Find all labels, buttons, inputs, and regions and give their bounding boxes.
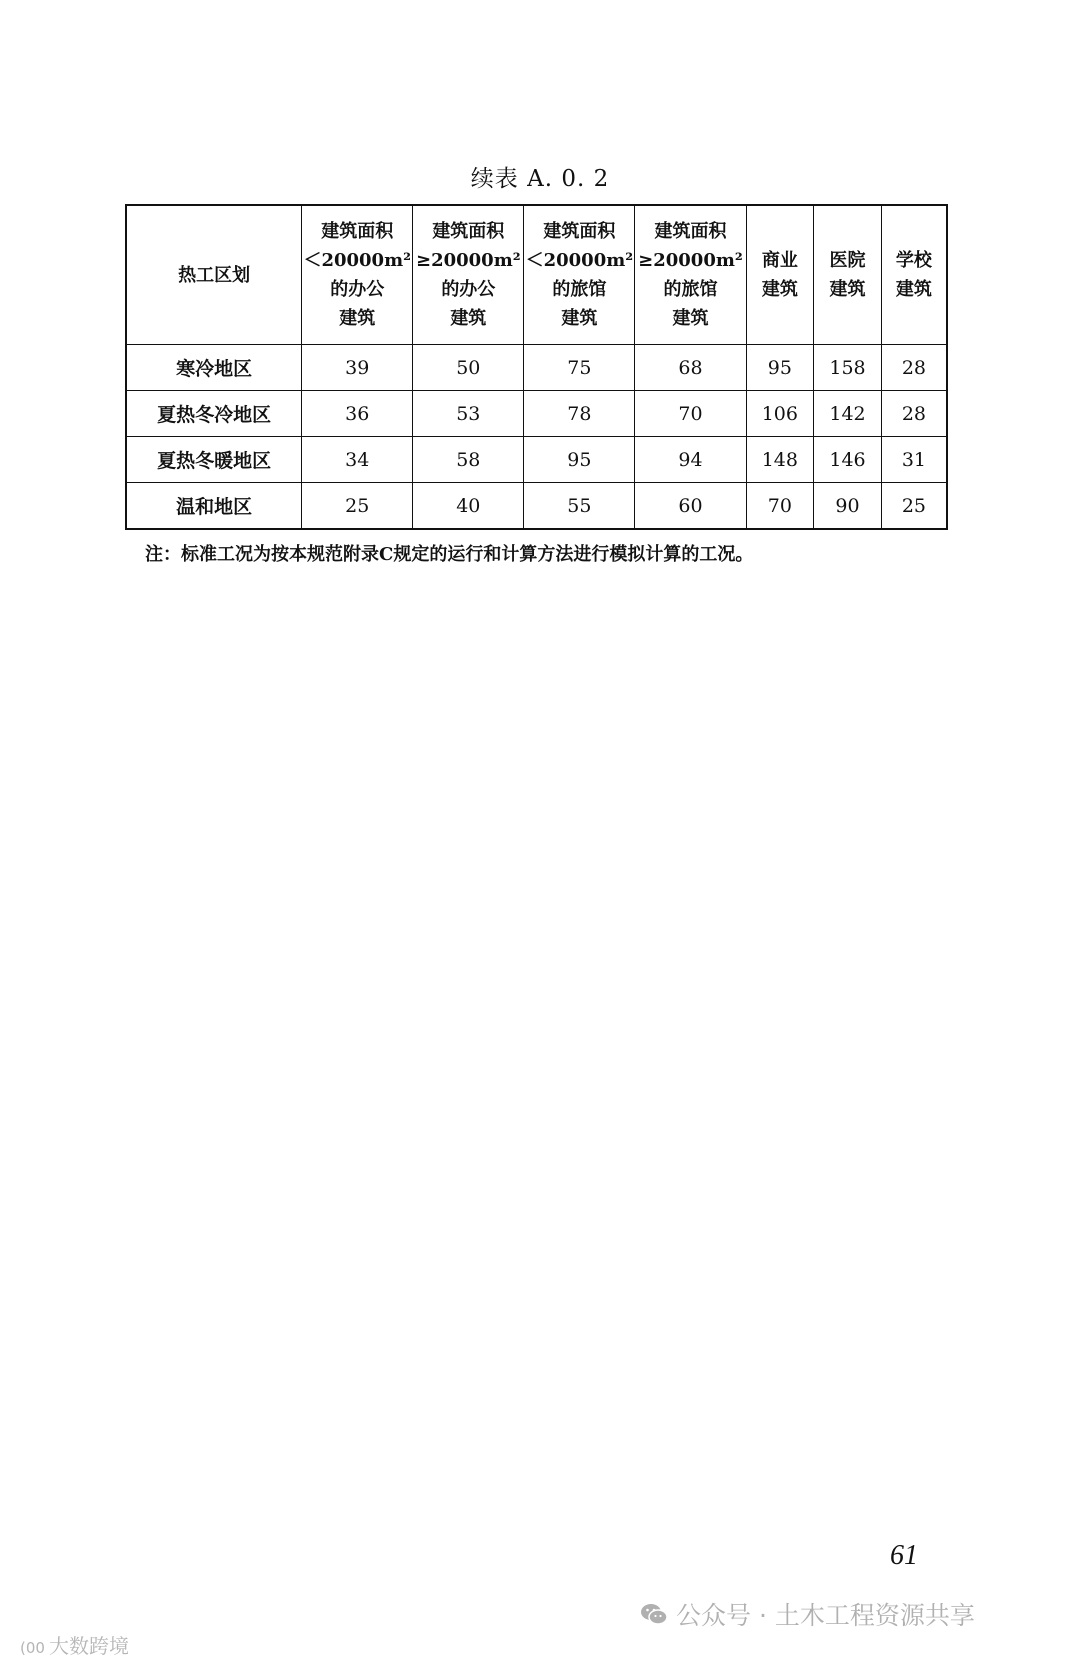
row-label: 夏热冬冷地区 xyxy=(126,391,302,437)
table-cell: 78 xyxy=(524,391,635,437)
table-cell: 50 xyxy=(413,345,524,391)
table-caption: 续表 A. 0. 2 xyxy=(470,166,610,192)
page-number: 61 xyxy=(890,1540,918,1571)
table-cell: 106 xyxy=(746,391,814,437)
header-school: 学校 建筑 xyxy=(881,205,947,345)
row-label: 温和地区 xyxy=(126,483,302,530)
header-climate-zone: 热工区划 xyxy=(126,205,302,345)
table-cell: 36 xyxy=(302,391,413,437)
table-note: 注：标准工况为按本规范附录C规定的运行和计算方法进行模拟计算的工况。 xyxy=(145,544,754,565)
header-commercial: 商业 建筑 xyxy=(746,205,814,345)
watermark-right-text: 公众号 · 土木工程资源共享 xyxy=(676,1601,975,1630)
header-hotel-small: 建筑面积 ＜20000m² 的旅馆 建筑 xyxy=(524,205,635,345)
table-row xyxy=(126,483,947,530)
header-hospital: 医院 建筑 xyxy=(814,205,882,345)
table-cell: 31 xyxy=(881,437,947,483)
energy-consumption-table xyxy=(125,204,948,530)
table-cell: 39 xyxy=(302,345,413,391)
table-row xyxy=(126,391,947,437)
table-cell: 94 xyxy=(635,437,746,483)
table-cell: 95 xyxy=(524,437,635,483)
watermark-right xyxy=(640,1596,975,1632)
table-cell: 28 xyxy=(881,345,947,391)
table-cell: 28 xyxy=(881,391,947,437)
table-cell: 70 xyxy=(746,483,814,530)
watermark-logo: (00 xyxy=(20,1639,45,1657)
table-cell: 70 xyxy=(635,391,746,437)
watermark-left-text: 大数跨境 xyxy=(48,1634,129,1658)
table-cell: 60 xyxy=(635,483,746,530)
table-cell: 90 xyxy=(814,483,882,530)
header-hotel-large: 建筑面积 ≥20000m² 的旅馆 建筑 xyxy=(635,205,746,345)
table-cell: 95 xyxy=(746,345,814,391)
table-cell: 34 xyxy=(302,437,413,483)
table-cell: 25 xyxy=(302,483,413,530)
table-cell: 55 xyxy=(524,483,635,530)
table-row xyxy=(126,437,947,483)
table-cell: 40 xyxy=(413,483,524,530)
header-office-large: 建筑面积 ≥20000m² 的办公 建筑 xyxy=(413,205,524,345)
row-label: 夏热冬暖地区 xyxy=(126,437,302,483)
header-office-small: 建筑面积 ＜20000m² 的办公 建筑 xyxy=(302,205,413,345)
table-cell: 53 xyxy=(413,391,524,437)
table-cell: 148 xyxy=(746,437,814,483)
watermark-left xyxy=(20,1630,129,1659)
table-cell: 75 xyxy=(524,345,635,391)
table-cell: 158 xyxy=(814,345,882,391)
table-cell: 25 xyxy=(881,483,947,530)
table-cell: 68 xyxy=(635,345,746,391)
table-header-row xyxy=(126,205,947,345)
wechat-icon xyxy=(640,1602,668,1626)
table-cell: 58 xyxy=(413,437,524,483)
table-cell: 146 xyxy=(814,437,882,483)
table-row xyxy=(126,345,947,391)
row-label: 寒冷地区 xyxy=(126,345,302,391)
table-cell: 142 xyxy=(814,391,882,437)
